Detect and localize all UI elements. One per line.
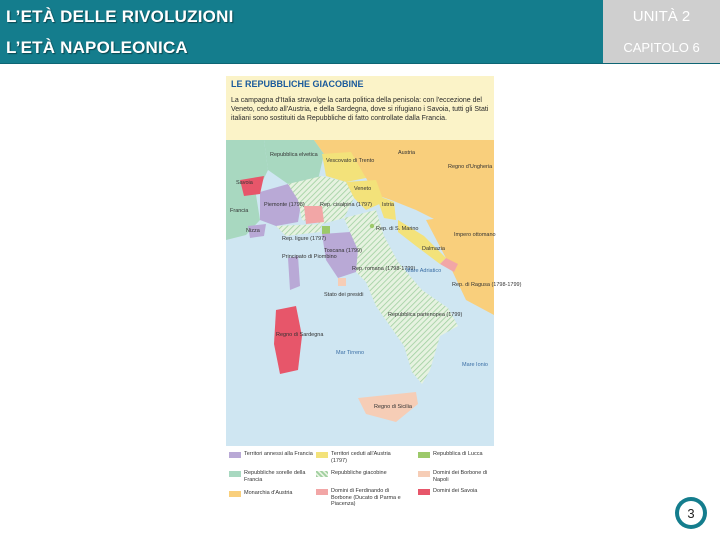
label-rep-ligure: Rep. ligure (1797) — [282, 236, 327, 242]
legend-item — [316, 451, 401, 464]
label-mare-adriatico: Mare Adriatico — [406, 268, 442, 274]
legend-label: Territori annessi alla Francia — [244, 451, 313, 457]
page-number-inner — [679, 501, 703, 525]
header-divider — [0, 63, 720, 64]
figure-caption: La campagna d'Italia stravolge la carta politica della penisola: con l'eccezione del Veneto, ceduto all'Austria, e della Sardegna, dove si rifugiano i Savoia, tutti gli Stati italiani sono sostituiti da Repubbliche di fatto controllate dalla Francia. — [231, 97, 489, 122]
figure-caption-box — [226, 94, 494, 140]
legend-swatch — [229, 471, 241, 477]
page-number: 3 — [687, 506, 695, 521]
legend-swatch — [229, 491, 241, 497]
legend-swatch — [316, 489, 328, 495]
legend-swatch — [418, 452, 430, 458]
label-regno-ungheria: Regno d'Ungheria — [448, 164, 493, 170]
legend-label: Repubbliche sorelle della Francia — [244, 470, 306, 483]
label-regno-sicilia: Regno di Sicilia — [374, 404, 412, 410]
italy-jacobin-map — [226, 140, 522, 446]
label-rep-elvetica: Repubblica elvetica — [270, 152, 318, 158]
label-vescovato: Vescovato di Trento — [326, 158, 375, 164]
label-rep-partenopea: Repubblica partenopea (1799) — [388, 312, 463, 318]
region-ducato-parma — [304, 206, 324, 224]
legend-swatch — [316, 471, 328, 477]
legend-label: Domini di Ferdinando di Borbone (Ducato di Parma e Piacenza) — [331, 488, 401, 507]
legend-item — [229, 451, 314, 458]
legend-label: Repubbliche giacobine — [331, 470, 387, 476]
label-istria: Istria — [382, 202, 394, 208]
unit-label: UNITÀ 2 — [632, 8, 691, 25]
legend-item — [229, 490, 314, 497]
label-francia: Francia — [230, 208, 249, 214]
label-regno-sardegna: Regno di Sardegna — [276, 332, 324, 338]
label-toscana: Toscana (1799) — [324, 248, 362, 254]
label-dalmazia: Dalmazia — [422, 246, 445, 252]
region-repubblica-lucca — [322, 226, 330, 234]
region-corsica — [288, 256, 300, 290]
legend-swatch — [316, 452, 328, 458]
label-rep-romana: Rep. romana (1798-1799) — [352, 266, 416, 272]
region-regno-sardegna — [274, 306, 302, 374]
legend-label: Repubblica di Lucca — [433, 451, 483, 457]
legend-label: Territori ceduti all'Austria (1797) — [331, 451, 391, 464]
legend-label: Monarchia d'Austria — [244, 490, 293, 496]
map-figure — [226, 76, 522, 512]
label-principato-piombino: Principato di Piombino — [282, 254, 337, 260]
label-austria: Austria — [398, 150, 416, 156]
legend-swatch — [418, 489, 430, 495]
legend-label: Domini dei Borbone di Napoli — [433, 470, 488, 483]
label-impero-ottomano: Impero ottomano — [454, 232, 496, 238]
label-nizza: Nizza — [246, 228, 260, 234]
chapter-title: L’ETÀ NAPOLEONICA — [6, 38, 188, 57]
label-veneto: Veneto — [354, 186, 372, 192]
label-rep-san-marino: Rep. di S. Marino — [376, 226, 419, 232]
legend-item — [418, 488, 503, 495]
legend-item — [316, 488, 401, 508]
page-number-badge — [675, 497, 707, 529]
legend-item — [418, 451, 503, 458]
label-stato-presidi: Stato dei presidi — [324, 292, 364, 298]
legend-swatch — [229, 452, 241, 458]
legend-item — [316, 470, 401, 477]
label-savoia: Savoia — [236, 180, 253, 186]
label-mar-tirreno: Mar Tirreno — [336, 350, 365, 356]
label-rep-ragusa: Rep. di Ragusa (1798-1799) — [452, 282, 522, 288]
region-san-marino — [370, 224, 374, 228]
label-mare-ionio: Mare Ionio — [462, 362, 488, 368]
map-legend — [226, 448, 494, 512]
legend-item — [229, 470, 314, 483]
legend-item — [418, 470, 503, 483]
label-piemonte: Piemonte (1798) — [264, 202, 305, 208]
legend-label: Domini dei Savoia — [433, 488, 478, 494]
unit-title: L’ETÀ DELLE RIVOLUZIONI — [6, 7, 234, 26]
legend-swatch — [418, 471, 430, 477]
chapter-label: CAPITOLO 6 — [623, 40, 700, 55]
figure-title: LE REPUBBLICHE GIACOBINE — [231, 79, 364, 89]
region-stato-presidi — [338, 278, 346, 286]
label-rep-cisalpina: Rep. cisalpina (1797) — [320, 202, 372, 208]
